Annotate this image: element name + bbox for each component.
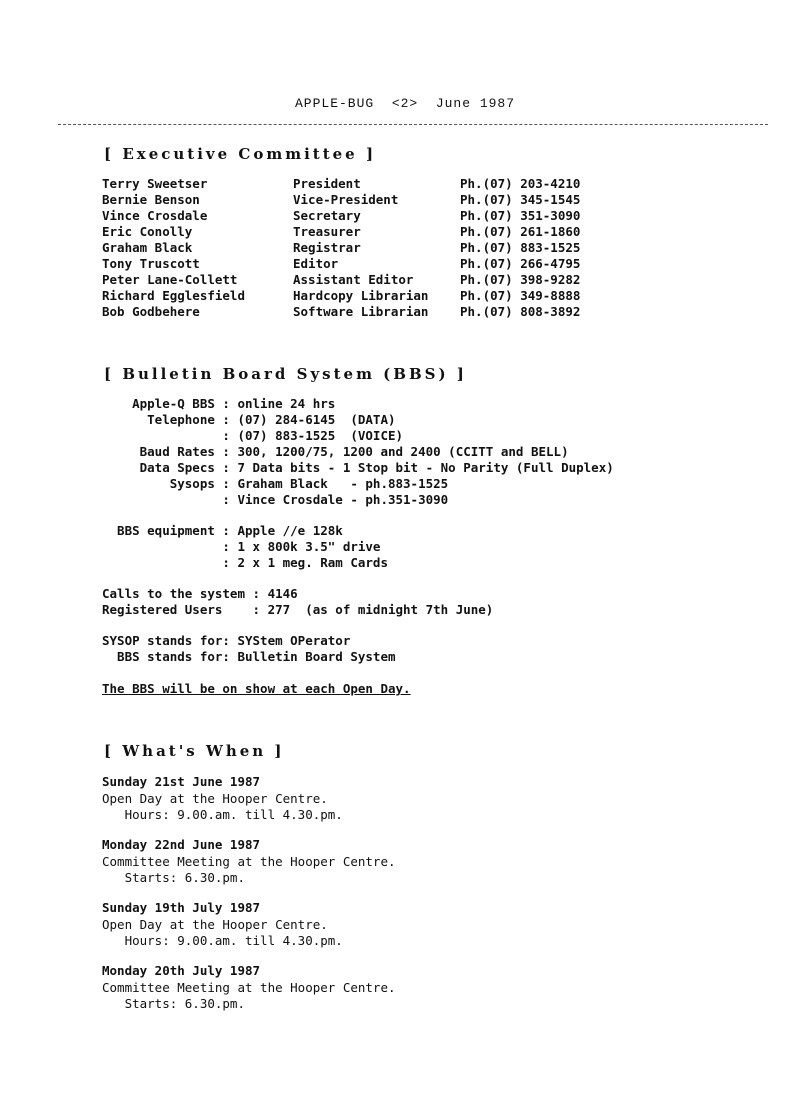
bbs-line: Telephone : (07) 284-6145 (DATA) xyxy=(102,412,396,427)
bbs-line: Baud Rates : 300, 1200/75, 1200 and 2400 (CCITT and BELL) xyxy=(102,444,569,459)
stats-line: Calls to the system : 4146 xyxy=(102,586,298,601)
member-role: Hardcopy Librarian xyxy=(293,288,429,303)
member-role: Editor xyxy=(293,256,339,271)
member-phone: Ph.(07) 349-8888 xyxy=(460,288,581,303)
bbs-line: : Vince Crosdale - ph.351-3090 xyxy=(102,492,449,507)
event-time: Hours: 9.00.am. till 4.30.pm. xyxy=(102,807,343,822)
bbs-title: [ Bulletin Board System (BBS) ] xyxy=(104,365,467,383)
event-description: Open Day at the Hooper Centre. xyxy=(102,917,328,932)
member-phone: Ph.(07) 351-3090 xyxy=(460,208,581,223)
event-date: Sunday 19th July 1987 xyxy=(102,900,261,915)
bbs-line: Apple-Q BBS : online 24 hrs xyxy=(102,396,336,411)
event-time: Starts: 6.30.pm. xyxy=(102,996,245,1011)
member-name: Peter Lane-Collett xyxy=(102,272,238,287)
member-role: Registrar xyxy=(293,240,361,255)
equipment-line: BBS equipment : Apple //e 128k xyxy=(102,523,343,538)
member-name: Richard Egglesfield xyxy=(102,288,245,303)
member-role: Software Librarian xyxy=(293,304,429,319)
glossary-line: SYSOP stands for: SYStem OPerator xyxy=(102,633,351,648)
event-description: Open Day at the Hooper Centre. xyxy=(102,791,328,806)
member-name: Vince Crosdale xyxy=(102,208,208,223)
member-name: Graham Black xyxy=(102,240,193,255)
equipment-line: : 2 x 1 meg. Ram Cards xyxy=(102,555,388,570)
member-name: Bob Godbehere xyxy=(102,304,200,319)
bbs-open-day-note: The BBS will be on show at each Open Day. xyxy=(102,681,411,696)
stats-line: Registered Users : 277 (as of midnight 7th June) xyxy=(102,602,494,617)
member-name: Bernie Benson xyxy=(102,192,200,207)
bbs-line: Data Specs : 7 Data bits - 1 Stop bit - No Parity (Full Duplex) xyxy=(102,460,614,475)
member-role: Treasurer xyxy=(293,224,361,239)
member-phone: Ph.(07) 266-4795 xyxy=(460,256,581,271)
member-name: Tony Truscott xyxy=(102,256,200,271)
member-role: President xyxy=(293,176,361,191)
whats-when-title: [ What's When ] xyxy=(104,742,285,760)
header-divider xyxy=(58,124,768,125)
page-header: APPLE-BUG <2> June 1987 xyxy=(295,96,516,111)
executive-committee-title: [ Executive Committee ] xyxy=(104,145,377,163)
member-role: Vice-President xyxy=(293,192,399,207)
event-date: Monday 20th July 1987 xyxy=(102,963,261,978)
member-phone: Ph.(07) 808-3892 xyxy=(460,304,581,319)
event-description: Committee Meeting at the Hooper Centre. xyxy=(102,854,396,869)
member-phone: Ph.(07) 883-1525 xyxy=(460,240,581,255)
event-time: Hours: 9.00.am. till 4.30.pm. xyxy=(102,933,343,948)
event-description: Committee Meeting at the Hooper Centre. xyxy=(102,980,396,995)
glossary-line: BBS stands for: Bulletin Board System xyxy=(102,649,396,664)
member-name: Eric Conolly xyxy=(102,224,193,239)
event-date: Monday 22nd June 1987 xyxy=(102,837,261,852)
member-phone: Ph.(07) 261-1860 xyxy=(460,224,581,239)
member-role: Assistant Editor xyxy=(293,272,414,287)
member-name: Terry Sweetser xyxy=(102,176,208,191)
member-phone: Ph.(07) 203-4210 xyxy=(460,176,581,191)
equipment-line: : 1 x 800k 3.5" drive xyxy=(102,539,381,554)
event-time: Starts: 6.30.pm. xyxy=(102,870,245,885)
bbs-line: : (07) 883-1525 (VOICE) xyxy=(102,428,404,443)
event-date: Sunday 21st June 1987 xyxy=(102,774,261,789)
member-phone: Ph.(07) 345-1545 xyxy=(460,192,581,207)
bbs-line: Sysops : Graham Black - ph.883-1525 xyxy=(102,476,449,491)
member-phone: Ph.(07) 398-9282 xyxy=(460,272,581,287)
member-role: Secretary xyxy=(293,208,361,223)
